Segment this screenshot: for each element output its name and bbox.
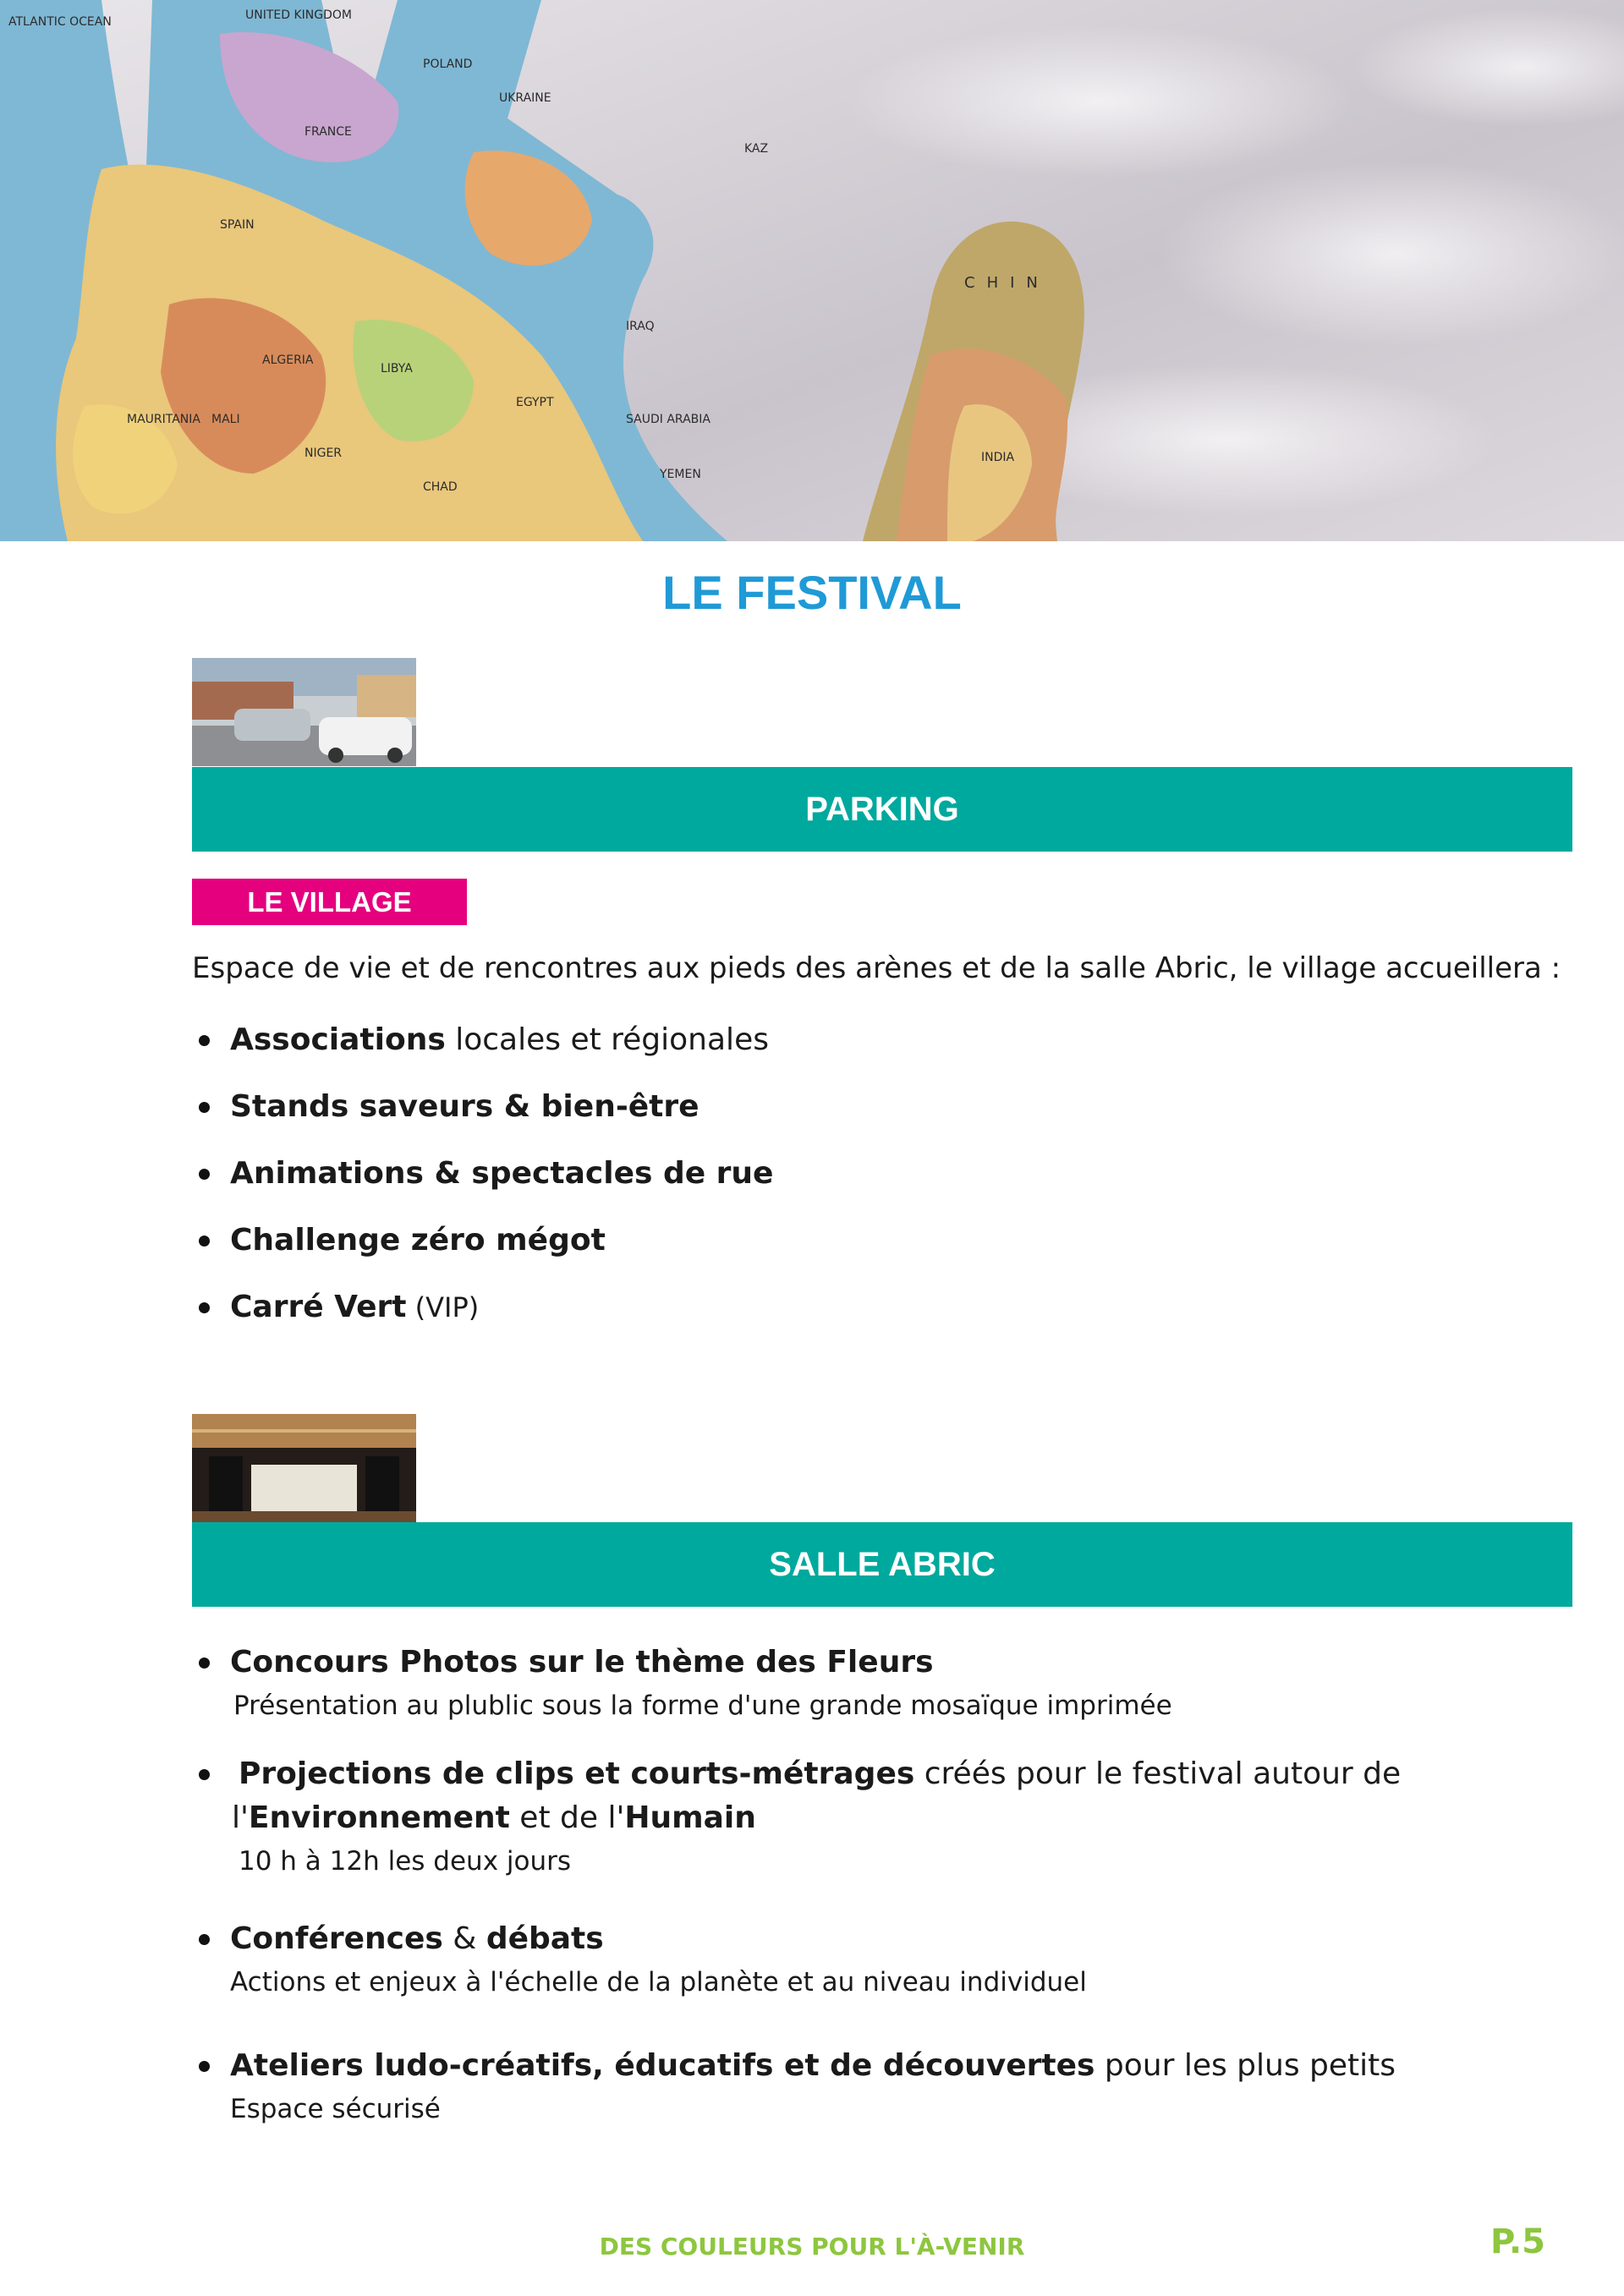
page-title: LE FESTIVAL [662, 566, 962, 619]
village-tag: LE VILLAGE [192, 879, 467, 925]
bullet-icon [199, 1035, 210, 1046]
salle-list [192, 1641, 1579, 2130]
salle-abric-band: SALLE ABRIC [192, 1522, 1572, 1607]
bullet-icon [199, 1769, 210, 1780]
map-label: IRAQ [626, 320, 655, 333]
item-bold: Humain [624, 1800, 756, 1835]
item-subtext: Espace sécurisé [230, 2094, 441, 2124]
item-subtext: Présentation au plublic sous la forme d'une grande mosaïque imprimée [233, 1690, 1172, 1721]
item-text: (VIP) [406, 1291, 480, 1323]
map-hand-illustration [0, 0, 1624, 541]
item-bold: Challenge zéro mégot [230, 1223, 606, 1258]
item-bold: Stands saveurs & bien-être [230, 1089, 700, 1124]
bullet-icon [199, 1934, 210, 1945]
map-label: CHAD [423, 480, 458, 494]
bullet-icon [199, 1169, 210, 1180]
list-item [192, 1752, 1579, 1917]
village-list [192, 1018, 1579, 1352]
bullet-icon [199, 1236, 210, 1247]
parking-band: PARKING [192, 767, 1572, 852]
item-bold: Projections de clips et courts-métrages [239, 1756, 915, 1791]
list-item [192, 1641, 1579, 1752]
map-label: CHIN [964, 274, 1050, 292]
item-bold: Ateliers ludo-créatifs, éducatifs et de découvertes [230, 2048, 1095, 2083]
item-text: locales et régionales [445, 1022, 769, 1057]
parking-photo [192, 658, 416, 766]
map-label: NIGER [304, 447, 343, 460]
bullet-icon [199, 1302, 210, 1313]
list-item [192, 1285, 1579, 1352]
list-item [192, 2044, 1579, 2130]
map-label: POLAND [423, 58, 473, 71]
map-label: UNITED KINGDOM [245, 8, 352, 22]
hero-image [0, 0, 1624, 541]
map-label: INDIA [981, 451, 1015, 464]
bullet-icon [199, 2061, 210, 2072]
list-item [192, 1085, 1579, 1152]
map-label: ALGERIA [262, 353, 314, 367]
footer-slogan: DES COULEURS POUR L'À-VENIR [599, 2233, 1025, 2260]
item-text: pour les plus petits [1095, 2048, 1396, 2083]
item-text: créés pour le festival autour de [914, 1756, 1402, 1791]
map-label: UKRAINE [499, 91, 551, 105]
item-bold: Concours Photos sur le thème des Fleurs [230, 1645, 934, 1680]
item-bold: Environnement [248, 1800, 510, 1835]
item-subtext: Actions et enjeux à l'échelle de la planète et au niveau individuel [230, 1967, 1087, 1997]
village-intro: Espace de vie et de rencontres aux pieds des arènes et de la salle Abric, le village accueillera : [192, 951, 1561, 985]
item-text: l' [232, 1800, 249, 1835]
map-label: MALI [211, 413, 240, 426]
map-label: SPAIN [220, 218, 255, 232]
list-item [192, 1917, 1579, 2044]
item-text: et de l' [509, 1800, 625, 1835]
map-label: YEMEN [660, 468, 701, 481]
item-bold: Associations [230, 1022, 446, 1057]
list-item [192, 1018, 1579, 1085]
map-label: LIBYA [381, 362, 413, 375]
map-label: SAUDI ARABIA [626, 413, 710, 426]
item-bold: débats [486, 1921, 604, 1956]
map-label: MAURITANIA [127, 413, 200, 426]
item-bold: Carré Vert [230, 1290, 407, 1324]
item-subtext: 10 h à 12h les deux jours [239, 1846, 572, 1877]
map-label: KAZ [744, 142, 769, 156]
salle-photo [192, 1414, 416, 1522]
list-item [192, 1219, 1579, 1285]
item-text: & [442, 1921, 486, 1956]
list-item [192, 1152, 1579, 1219]
item-bold: Conférences [230, 1921, 443, 1956]
page-number: P.5 [1490, 2222, 1545, 2261]
map-label: EGYPT [516, 396, 554, 409]
bullet-icon [199, 1658, 210, 1669]
bullet-icon [199, 1102, 210, 1113]
map-label: FRANCE [304, 125, 352, 139]
item-bold: Animations & spectacles de rue [230, 1156, 774, 1191]
map-label: ATLANTIC OCEAN [8, 15, 112, 29]
